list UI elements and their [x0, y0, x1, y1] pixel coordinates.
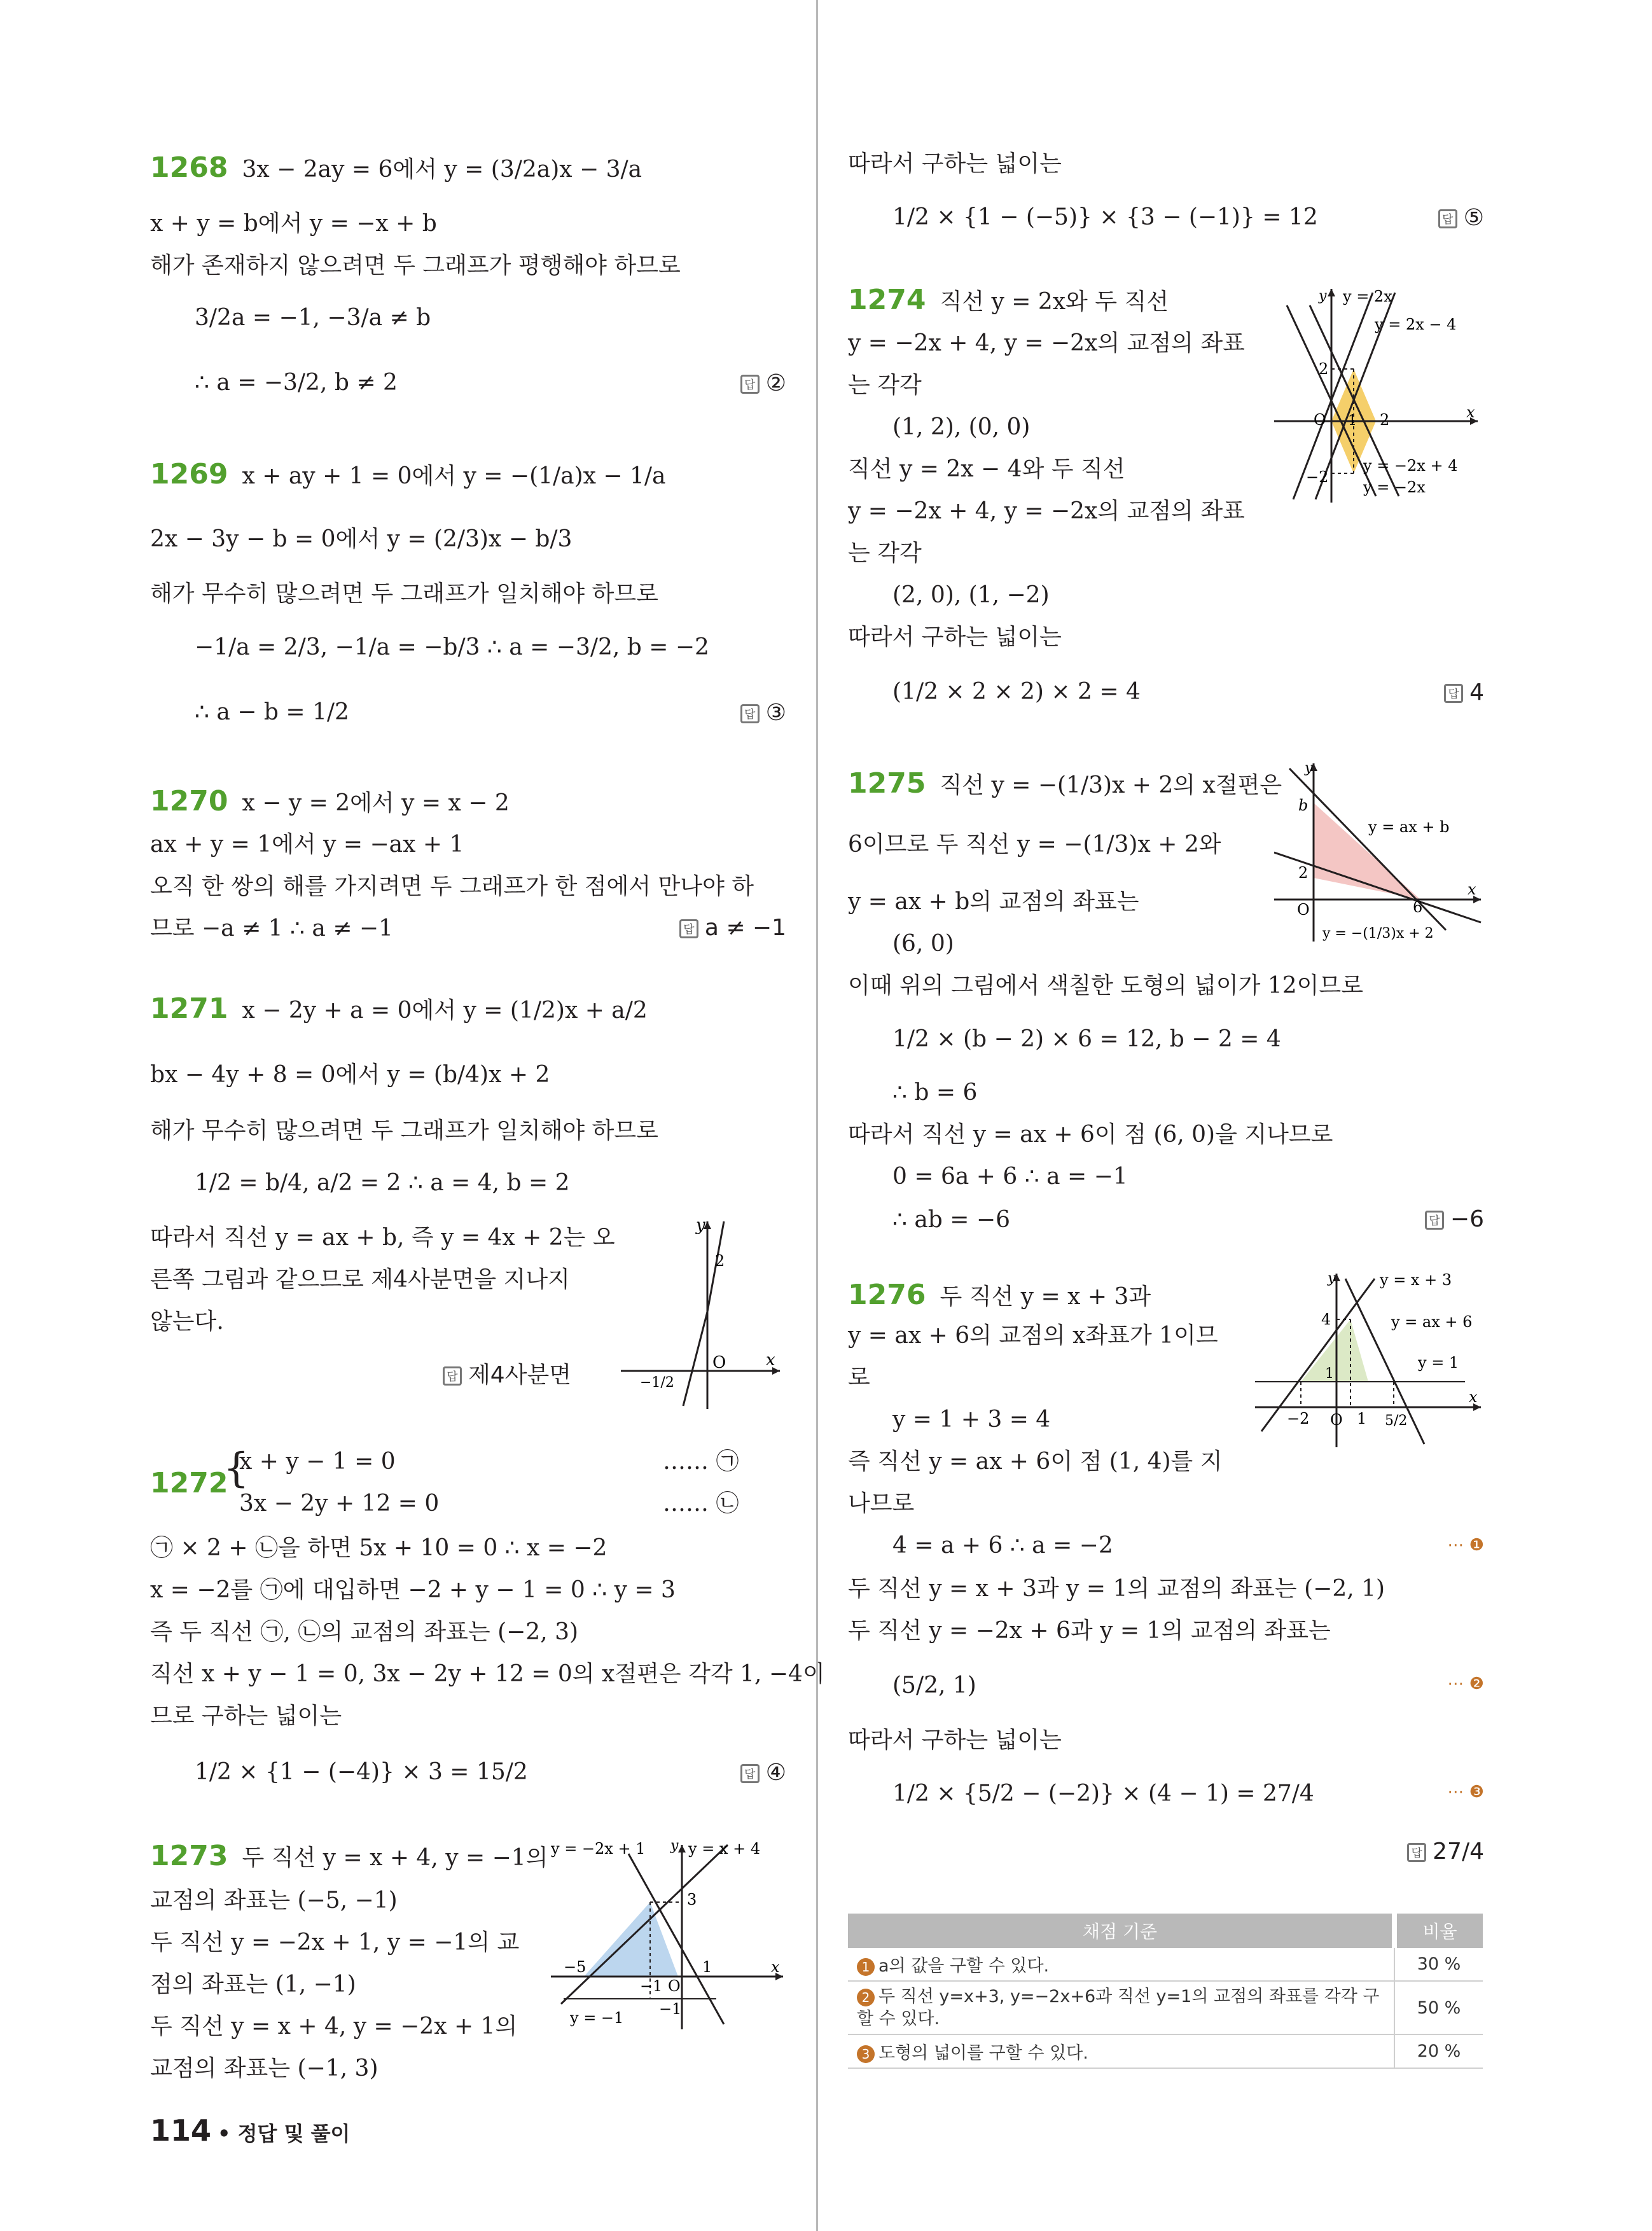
graph-1275	[1274, 757, 1484, 948]
step-badge: 1	[857, 1958, 875, 1976]
solution-line: ∴ b = 6	[892, 1080, 978, 1106]
tick-label: 1	[1325, 1366, 1334, 1382]
solution-line: 로	[848, 1365, 870, 1391]
line-label: y = −2x + 1	[551, 1840, 646, 1858]
answer-icon: 답	[1425, 1211, 1444, 1230]
problem-number: 1274	[848, 284, 926, 316]
problem-number: 1271	[150, 992, 228, 1025]
solution-line: 직선 y = 2x와 두 직선	[940, 289, 1169, 315]
origin-label: O	[668, 1977, 681, 1995]
tick-label: −2	[1287, 1410, 1310, 1428]
solution-line: 1/2 = b/4, a/2 = 2 ∴ a = 4, b = 2	[195, 1170, 570, 1196]
solution-line: 6이므로 두 직선 y = −(1/3)x + 2와	[848, 831, 1221, 858]
answer-icon: 답	[740, 704, 760, 723]
axis-x-label: x	[1466, 403, 1475, 421]
problem-number: 1272	[150, 1467, 228, 1499]
solution-line: y = 1 + 3 = 4	[892, 1407, 1051, 1433]
grading-criteria-table	[848, 1914, 1483, 2069]
solution-line: 두 직선 y = x + 4, y = −1의	[242, 1845, 548, 1871]
solution-line: y = −2x + 4, y = −2x의 교점의 좌표	[848, 498, 1245, 524]
solution-line: y = ax + 6의 교점의 x좌표가 1이므	[848, 1323, 1218, 1349]
axis-y-label: y	[1305, 760, 1313, 776]
solution-line: 따라서 구하는 넓이는	[848, 1727, 1062, 1753]
table-header-rate: 비율	[1394, 1914, 1483, 1948]
tick-label: 5/2	[1385, 1413, 1408, 1429]
solution-line: 는 각각	[848, 372, 922, 398]
table-row	[848, 2034, 1483, 2068]
answer: 답 ②	[740, 370, 786, 396]
step-marker-2: ⋯ ❷	[1447, 1674, 1484, 1693]
solution-line: 1/2 × {1 − (−5)} × {3 − (−1)} = 12	[892, 204, 1318, 230]
rate-cell: 20 %	[1394, 2034, 1483, 2068]
tick-label: −1	[659, 2000, 682, 2018]
page-footer	[150, 2113, 350, 2148]
equation-line: 3x − 2y + 12 = 0	[239, 1491, 440, 1517]
solution-line: 른쪽 그림과 같으므로 제4사분면을 지나지	[150, 1267, 570, 1293]
rate-cell: 50 %	[1394, 1981, 1483, 2034]
axis-x-label: x	[1469, 1388, 1478, 1406]
solution-line: ∴ a − b = 1/2	[195, 699, 349, 725]
solution-line: 직선 y = 2x − 4와 두 직선	[848, 456, 1125, 482]
origin-label: O	[1330, 1411, 1343, 1429]
solution-line: 4 = a + 6 ∴ a = −2	[892, 1533, 1113, 1559]
line-y-4x-2	[683, 1312, 707, 1406]
column-divider	[816, 0, 818, 2231]
problem-number: 1276	[848, 1279, 926, 1311]
step-badge: 3	[857, 2045, 875, 2063]
line-label: y = x + 3	[1380, 1271, 1452, 1289]
solution-line: x − y = 2에서 y = x − 2	[242, 790, 510, 816]
axis-x-label: x	[766, 1351, 775, 1370]
solution-line: −1/a = 2/3, −1/a = −b/3 ∴ a = −3/2, b = −2	[195, 634, 709, 660]
solution-line: ㉠ × 2 + ㉡을 하면 5x + 10 = 0 ∴ x = −2	[150, 1535, 607, 1561]
line-label: y = 2x	[1343, 288, 1392, 305]
answer: 답 −6	[1425, 1206, 1484, 1232]
solution-line: 는 각각	[848, 540, 922, 566]
solution-line: y = ax + b의 교점의 좌표는	[848, 889, 1139, 915]
solution-line: 1/2 × (b − 2) × 6 = 12, b − 2 = 4	[892, 1026, 1281, 1052]
answer: 답 제4사분면	[443, 1361, 571, 1389]
table-row	[848, 1948, 1483, 1981]
answer-icon: 답	[1444, 684, 1463, 703]
solution-line: 직선 y = −(1/3)x + 2의 x절편은	[940, 772, 1282, 798]
y-intercept-label: 2	[715, 1252, 725, 1270]
solution-line: 않는다.	[150, 1309, 224, 1335]
graph-1271	[621, 1215, 786, 1412]
table-header-criteria: 채점 기준	[848, 1914, 1394, 1948]
line-label: y = ax + b	[1368, 818, 1450, 836]
solution-line: 두 직선 y = −2x + 6과 y = 1의 교점의 좌표는	[848, 1618, 1331, 1644]
axis-x-label: x	[1468, 880, 1476, 898]
answer: 답 4	[1444, 679, 1484, 705]
origin-label: O	[712, 1353, 726, 1372]
solution-line: 두 직선 y = −2x + 1, y = −1의 교	[150, 1929, 520, 1956]
solution-line: 교점의 좌표는 (−5, −1)	[150, 1887, 398, 1914]
answer: 답 27/4	[1407, 1838, 1484, 1865]
line-label: y = 2x − 4	[1375, 316, 1457, 333]
solution-line: 2x − 3y − b = 0에서 y = (2/3)x − b/3	[150, 526, 573, 552]
tick-label: −2	[1306, 468, 1329, 486]
origin-label: O	[1314, 411, 1326, 429]
solution-line: (5/2, 1)	[892, 1672, 976, 1699]
solution-line: (2, 0), (1, −2)	[892, 582, 1050, 608]
tick-label: 2	[1298, 864, 1308, 882]
solution-line: x = −2를 ㉠에 대입하면 −2 + y − 1 = 0 ∴ y = 3	[150, 1577, 676, 1603]
solution-line: ax + y = 1에서 y = −ax + 1	[150, 831, 464, 858]
line-label: y = −(1/3)x + 2	[1322, 926, 1434, 942]
criteria-text: a의 값을 구할 수 있다.	[878, 1956, 1050, 1976]
step-marker-1: ⋯ ❶	[1447, 1536, 1484, 1555]
axis-y-label: y	[1319, 288, 1327, 304]
tick-label: 1	[1357, 1410, 1367, 1428]
tick-label: 3	[687, 1891, 697, 1908]
solution-line: 3/2a = −1, −3/a ≠ b	[195, 305, 431, 331]
answer-icon: 답	[740, 375, 760, 394]
solution-line: 따라서 구하는 넓이는	[848, 151, 1062, 177]
solution-line: (1, 2), (0, 0)	[892, 414, 1031, 440]
solution-line: 따라서 직선 y = ax + 6이 점 (6, 0)을 지나므로	[848, 1122, 1333, 1148]
axis-x-label: x	[771, 1958, 780, 1976]
problem-number: 1275	[848, 767, 926, 800]
problem-number: 1268	[150, 151, 228, 184]
graph-1276	[1255, 1266, 1484, 1450]
equation-tag: …… ㉠	[663, 1449, 739, 1475]
tick-label: 2	[1380, 411, 1390, 429]
tick-label: b	[1298, 796, 1308, 814]
solution-line: 두 직선 y = x + 3과 y = 1의 교점의 좌표는 (−2, 1)	[848, 1576, 1385, 1602]
axis-y-label: y	[670, 1838, 679, 1854]
equation-tag: …… ㉡	[663, 1491, 739, 1517]
line-label: y = 1	[1418, 1354, 1459, 1372]
line-label: y = −2x	[1363, 478, 1426, 496]
rate-cell: 30 %	[1394, 1948, 1483, 1981]
tick-label: −5	[564, 1958, 587, 1976]
line-label: y = −1	[570, 2009, 624, 2027]
equation-line: x + y − 1 = 0	[239, 1449, 396, 1475]
solution-line: 직선 x + y − 1 = 0, 3x − 2y + 12 = 0의 x절편은 각각 1, −4이	[150, 1661, 825, 1687]
tick-label: 2	[1319, 360, 1329, 378]
answer-icon: 답	[740, 1764, 760, 1783]
criteria-text: 도형의 넓이를 구할 수 있다.	[878, 2043, 1088, 2064]
solution-line: 나므로	[848, 1491, 915, 1517]
x-intercept-label: −1/2	[640, 1375, 674, 1391]
solution-line: 두 직선 y = x + 3과	[940, 1284, 1151, 1310]
axis-y-label: y	[1328, 1270, 1336, 1286]
solution-line: x + ay + 1 = 0에서 y = −(1/a)x − 1/a	[242, 463, 666, 489]
tick-label: −1	[640, 1977, 663, 1995]
solution-line: 즉 두 직선 ㉠, ㉡의 교점의 좌표는 (−2, 3)	[150, 1619, 579, 1645]
tick-label: 6	[1413, 898, 1423, 916]
graph-1273	[551, 1832, 786, 2042]
line-label: y = ax + 6	[1391, 1313, 1473, 1331]
solution-line: x + y = b에서 y = −x + b	[150, 211, 437, 237]
answer: 답 a ≠ −1	[679, 915, 786, 941]
solution-line: (1/2 × 2 × 2) × 2 = 4	[892, 679, 1141, 705]
answer: 답 ③	[740, 700, 786, 726]
solution-line: 0 = 6a + 6 ∴ a = −1	[892, 1164, 1128, 1190]
problem-number: 1270	[150, 785, 228, 817]
answer-icon: 답	[679, 919, 698, 938]
section-title: • 정답 및 풀이	[218, 2122, 351, 2146]
solution-line: 해가 무수히 많으려면 두 그래프가 일치해야 하므로	[150, 1118, 658, 1144]
step-marker-3: ⋯ ❸	[1447, 1783, 1484, 1802]
table-row	[848, 1981, 1483, 2034]
solution-line: 따라서 구하는 넓이는	[848, 624, 1062, 650]
solution-line: 해가 무수히 많으려면 두 그래프가 일치해야 하므로	[150, 581, 658, 607]
criteria-text: 두 직선 y=x+3, y=−2x+6과 직선 y=1의 교점의 좌표를 각각 구할 수 있다.	[857, 1987, 1380, 2029]
answer-icon: 답	[1438, 209, 1457, 228]
tick-label: 4	[1321, 1310, 1331, 1328]
solution-line: 1/2 × {1 − (−4)} × 3 = 15/2	[195, 1759, 528, 1785]
solution-line: 이때 위의 그림에서 색칠한 도형의 넓이가 12이므로	[848, 973, 1363, 999]
solution-line: ∴ a = −3/2, b ≠ 2	[195, 370, 398, 396]
solution-line: 교점의 좌표는 (−1, 3)	[150, 2055, 378, 2082]
solution-line: 1/2 × {5/2 − (−2)} × (4 − 1) = 27/4	[892, 1781, 1314, 1807]
solution-line: 따라서 직선 y = ax + b, 즉 y = 4x + 2는 오	[150, 1225, 615, 1251]
answer-icon: 답	[443, 1366, 462, 1386]
page-number: 114	[150, 2113, 212, 2148]
solution-line: 두 직선 y = x + 4, y = −2x + 1의	[150, 2013, 518, 2040]
line-label: y = x + 4	[688, 1840, 761, 1858]
answer: 답 ⑤	[1438, 205, 1484, 231]
answer: 답 ④	[740, 1760, 786, 1786]
solution-line: 오직 한 쌍의 해를 가지려면 두 그래프가 한 점에서 만나야 하	[150, 873, 754, 900]
solution-line: (6, 0)	[892, 931, 954, 957]
solution-line: 므로 −a ≠ 1 ∴ a ≠ −1	[150, 915, 393, 942]
axis-y-label: y	[696, 1216, 705, 1235]
solution-line: y = −2x + 4, y = −2x의 교점의 좌표	[848, 330, 1245, 356]
solution-line: 3x − 2ay = 6에서 y = (3/2a)x − 3/a	[242, 156, 642, 183]
solution-line: x − 2y + a = 0에서 y = (1/2)x + a/2	[242, 997, 648, 1024]
step-badge: 2	[857, 1989, 875, 2006]
solution-line: bx − 4y + 8 = 0에서 y = (b/4)x + 2	[150, 1062, 550, 1088]
tick-label: 1	[702, 1958, 712, 1976]
solution-line: 점의 좌표는 (1, −1)	[150, 1971, 356, 1998]
tick-label: 1	[1348, 413, 1357, 429]
answer-icon: 답	[1407, 1843, 1426, 1862]
solution-line: 해가 존재하지 않으려면 두 그래프가 평행해야 하므로	[150, 253, 681, 279]
problem-number: 1269	[150, 458, 228, 490]
solution-line: ∴ ab = −6	[892, 1207, 1010, 1233]
problem-number: 1273	[150, 1840, 228, 1872]
origin-label: O	[1297, 901, 1310, 919]
solution-line: 므로 구하는 넓이는	[150, 1703, 342, 1729]
solution-line: 즉 직선 y = ax + 6이 점 (1, 4)를 지	[848, 1449, 1223, 1475]
line-label: y = −2x + 4	[1363, 457, 1458, 475]
graph-1274	[1268, 280, 1484, 509]
system-brace: {	[223, 1445, 249, 1492]
